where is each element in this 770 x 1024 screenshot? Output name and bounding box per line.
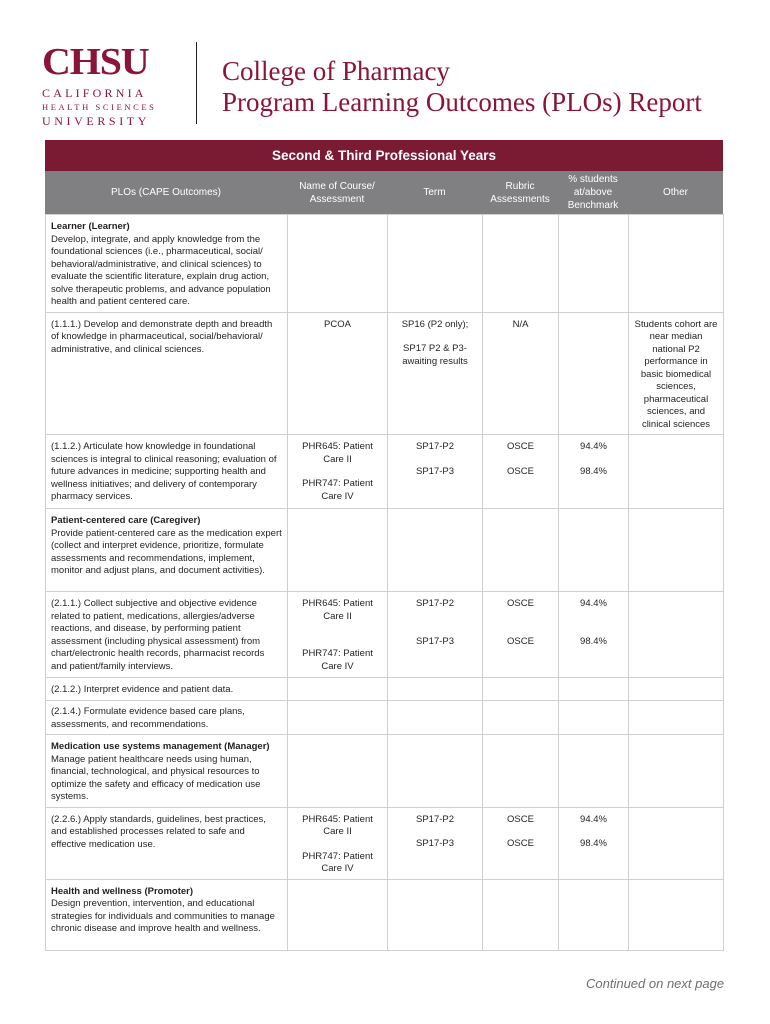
term-cell <box>388 592 483 678</box>
rubric-value: OSCE <box>507 838 534 849</box>
pct-value: 94.4% <box>580 598 607 609</box>
table-row <box>46 509 724 592</box>
rubric-cell <box>483 435 559 509</box>
header-course: Name of Course/ Assessment <box>299 180 375 205</box>
term-value: SP17-P2 <box>415 598 455 609</box>
course-value: PHR747: Patient Care IV <box>302 648 373 672</box>
plo-category-cell <box>46 879 288 950</box>
plo-table <box>45 214 724 951</box>
table-row <box>46 807 724 879</box>
term-cell <box>388 435 483 509</box>
table-row <box>46 678 724 701</box>
category-title: Health and wellness (Promoter) <box>51 885 194 897</box>
table-row <box>46 215 724 313</box>
plo-cell: (2.2.6.) Apply standards, guidelines, best practices, and established processes related to safe and effective medication use. <box>46 807 288 879</box>
course-cell <box>288 435 388 509</box>
table-row <box>46 879 724 950</box>
rubric-value: OSCE <box>507 441 534 452</box>
rubric-value: OSCE <box>507 598 534 609</box>
pct-value: 94.4% <box>580 441 607 452</box>
continued-note: Continued on next page <box>586 976 725 991</box>
rubric-cell <box>483 592 559 678</box>
table-header <box>45 171 723 214</box>
chsu-logo <box>42 41 167 129</box>
plo-cell: (1.1.1.) Develop and demonstrate depth and breadth of knowledge in pharmaceutical, social/behavioral/ administrative, and clinical sciences. <box>46 312 288 435</box>
category-title: Learner (Learner) <box>51 221 130 232</box>
course-value: PHR645: Patient Care II <box>302 813 373 837</box>
plo-category-cell <box>46 215 288 313</box>
students-cell <box>559 435 629 509</box>
term-value: SP17-P2 <box>415 813 455 825</box>
plo-cell: (2.1.1.) Collect subjective and objective evidence related to patient, medications, allergies/adverse reactions, and disease, by performing patient assessment (including physical assessment) from chart/electronic health records, pharmacist records and patient/family interviews. <box>46 592 288 678</box>
course-cell <box>288 807 388 879</box>
plo-cell: (2.1.4.) Formulate evidence based care plans, assessments, and recommendations. <box>46 701 288 735</box>
section-banner: Second & Third Professional Years <box>45 140 723 171</box>
page-title <box>222 56 702 118</box>
term-cell <box>388 807 483 879</box>
category-title: Patient-centered care (Caregiver) <box>51 515 201 526</box>
title-line-1: College of Pharmacy <box>222 56 450 86</box>
course-value: PHR747: Patient Care IV <box>302 850 373 874</box>
course-value: PHR747: Patient Care IV <box>302 478 373 502</box>
header-rubric: Rubric Assessments <box>490 180 550 205</box>
rubric-value: OSCE <box>507 465 534 477</box>
rubric-cell <box>483 807 559 879</box>
logo-wordmark: CHSU <box>42 41 149 83</box>
category-title: Medication use systems management (Manager) <box>51 741 270 752</box>
term-value: SP17 P2 & P3- awaiting results <box>402 343 468 367</box>
plo-category-cell <box>46 735 288 808</box>
students-cell <box>559 592 629 678</box>
term-value: SP16 (P2 only); <box>401 318 469 330</box>
category-description: Design prevention, intervention, and educational strategies for individuals and communities to manage chronic disease and improve health and wellness. <box>51 898 275 934</box>
category-description: Provide patient-centered care as the medication expert (collect and interpret evidence, prioritize, formulate assessments and recommendations, implement, monitor and adjust plans, and document activities). <box>51 527 282 576</box>
pct-value: 98.4% <box>580 635 607 647</box>
students-cell <box>559 312 629 435</box>
students-cell <box>559 807 629 879</box>
rubric-value: OSCE <box>507 635 534 647</box>
rubric-value: OSCE <box>507 813 534 825</box>
course-cell: PCOA <box>288 312 388 435</box>
course-cell <box>288 592 388 678</box>
pct-value: 98.4% <box>580 465 607 477</box>
term-value: SP17-P3 <box>415 635 455 647</box>
logo-line-health-sciences: HEALTH SCIENCES <box>42 102 157 112</box>
term-value: SP17-P2 <box>415 441 455 452</box>
title-line-2: Program Learning Outcomes (PLOs) Report <box>222 87 702 117</box>
rubric-cell: N/A <box>483 312 559 435</box>
plo-cell: (1.1.2.) Articulate how knowledge in foundational sciences is integral to clinical reasoning; evaluation of future advances in medicine; supporting health and wellness initiatives; and delivery of contemporary pharmacy services. <box>46 435 288 509</box>
header-divider <box>196 42 197 124</box>
plo-cell: (2.1.2.) Interpret evidence and patient data. <box>46 678 288 701</box>
category-description: Develop, integrate, and apply knowledge from the foundational sciences (i.e., pharmaceutical, social/ behavioral/administrative, and clinical sciences) to evaluate the scientific literature, explain drug action, solve therapeutic problems, and advance population health and patient centered care. <box>51 233 271 307</box>
header-students: % students at/above Benchmark <box>567 174 619 211</box>
term-value: SP17-P3 <box>415 465 455 477</box>
course-value: PHR645: Patient Care II <box>302 441 373 465</box>
header-plo: PLOs (CAPE Outcomes) <box>110 187 222 198</box>
table-row <box>46 735 724 808</box>
term-value: SP17-P3 <box>415 838 455 849</box>
table-row <box>46 435 724 509</box>
header-term: Term <box>423 187 446 198</box>
table-row <box>46 312 724 435</box>
header-other: Other <box>662 187 688 198</box>
table-row <box>46 592 724 678</box>
category-description: Manage patient healthcare needs using human, financial, technological, and physical resources to optimize the safety and efficacy of medication use systems. <box>51 753 261 802</box>
pct-value: 98.4% <box>580 838 607 849</box>
logo-line-university: UNIVERSITY <box>42 114 150 128</box>
logo-line-california: CALIFORNIA <box>42 86 147 100</box>
course-value: PHR645: Patient Care II <box>302 598 373 622</box>
term-cell <box>388 312 483 435</box>
table-row <box>46 701 724 735</box>
pct-value: 94.4% <box>580 813 607 825</box>
other-cell: Students cohort are near median national P2 performance in basic biomedical sciences, pharmaceutical sciences, and clinical sciences <box>629 312 724 435</box>
plo-category-cell <box>46 509 288 592</box>
